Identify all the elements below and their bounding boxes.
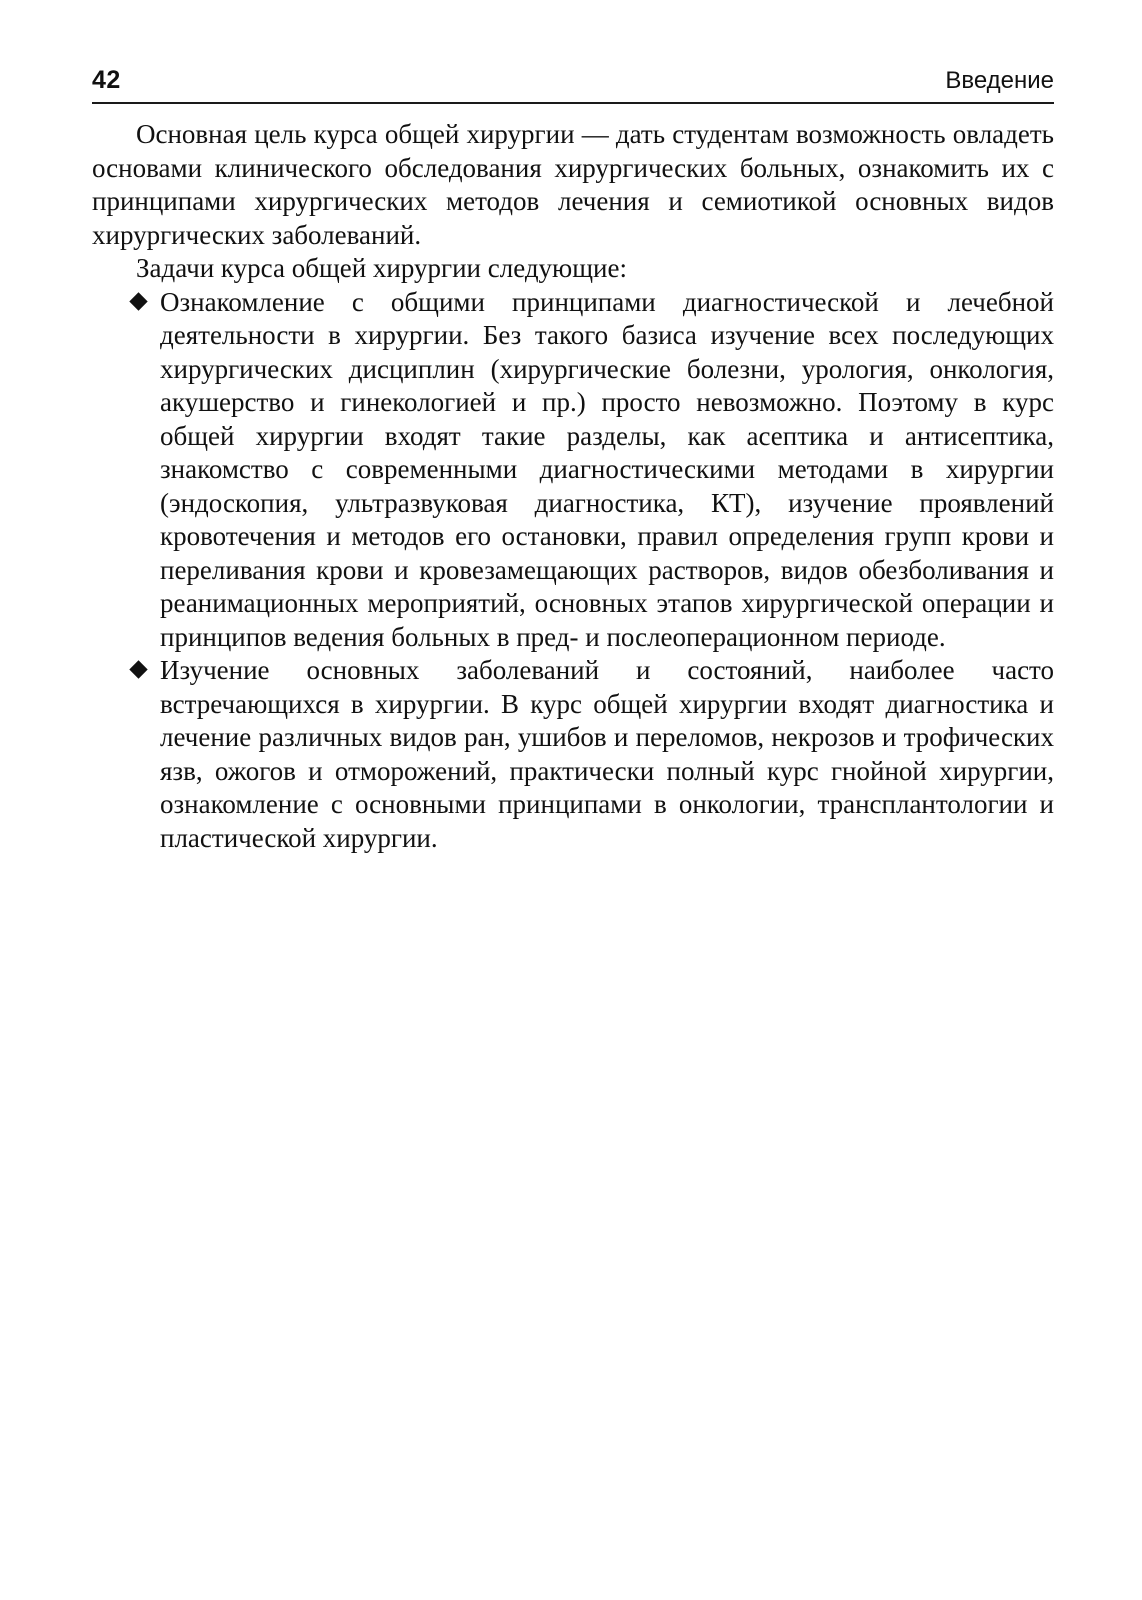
diamond-bullet-icon: [129, 660, 147, 678]
running-header: [92, 62, 1054, 104]
tasks-lead-paragraph: Задачи курса общей хирургии следующие:: [136, 253, 627, 283]
tasks-list: [92, 286, 1054, 856]
page-number: 42: [92, 66, 121, 94]
list-item: [92, 286, 1054, 655]
list-item-text: Изучение основных заболеваний и состояний, наиболее часто встречающихся в хирургии. В курс общей хирургии входят диагностика и лечение различных видов ран, ушибов и переломов, некрозов и трофических язв, ожогов и отморожений, практически полный курс гнойной хирургии, ознакомление с основными принципами в онкологии, трансплантологии и пластической хирургии.: [160, 655, 1054, 853]
intro-paragraph: Основная цель курса общей хирургии — дать студентам возможность овладеть основами клинического обследования хирургических больных, ознакомить их с принципами хирургических методов лечения и семиотикой основных видов хирургических заболеваний.: [92, 119, 1054, 250]
diamond-bullet-icon: [129, 292, 147, 310]
list-item-text: Ознакомление с общими принципами диагностической и лечебной деятельности в хирургии. Без такого базиса изучение всех последующих хирургических дисциплин (хирургические болезни, урология, онкология, акушерство и гинекологией и пр.) просто невозможно. Поэтому в курс общей хирургии входят такие разделы, как асептика и антисептика, знакомство с современными диагностическими методами в хирургии (эндоскопия, ультразвуковая диагностика, КТ), изучение проявлений кровотечения и методов его остановки, правил определения групп крови и переливания крови и кровезамещающих растворов, видов обезболивания и реанимационных мероприятий, основных этапов хирургической операции и принципов ведения больных в пред- и послеоперационном периоде.: [160, 286, 1054, 652]
body-text: [92, 118, 1054, 855]
list-item: [92, 654, 1054, 855]
section-title: Введение: [945, 67, 1054, 94]
